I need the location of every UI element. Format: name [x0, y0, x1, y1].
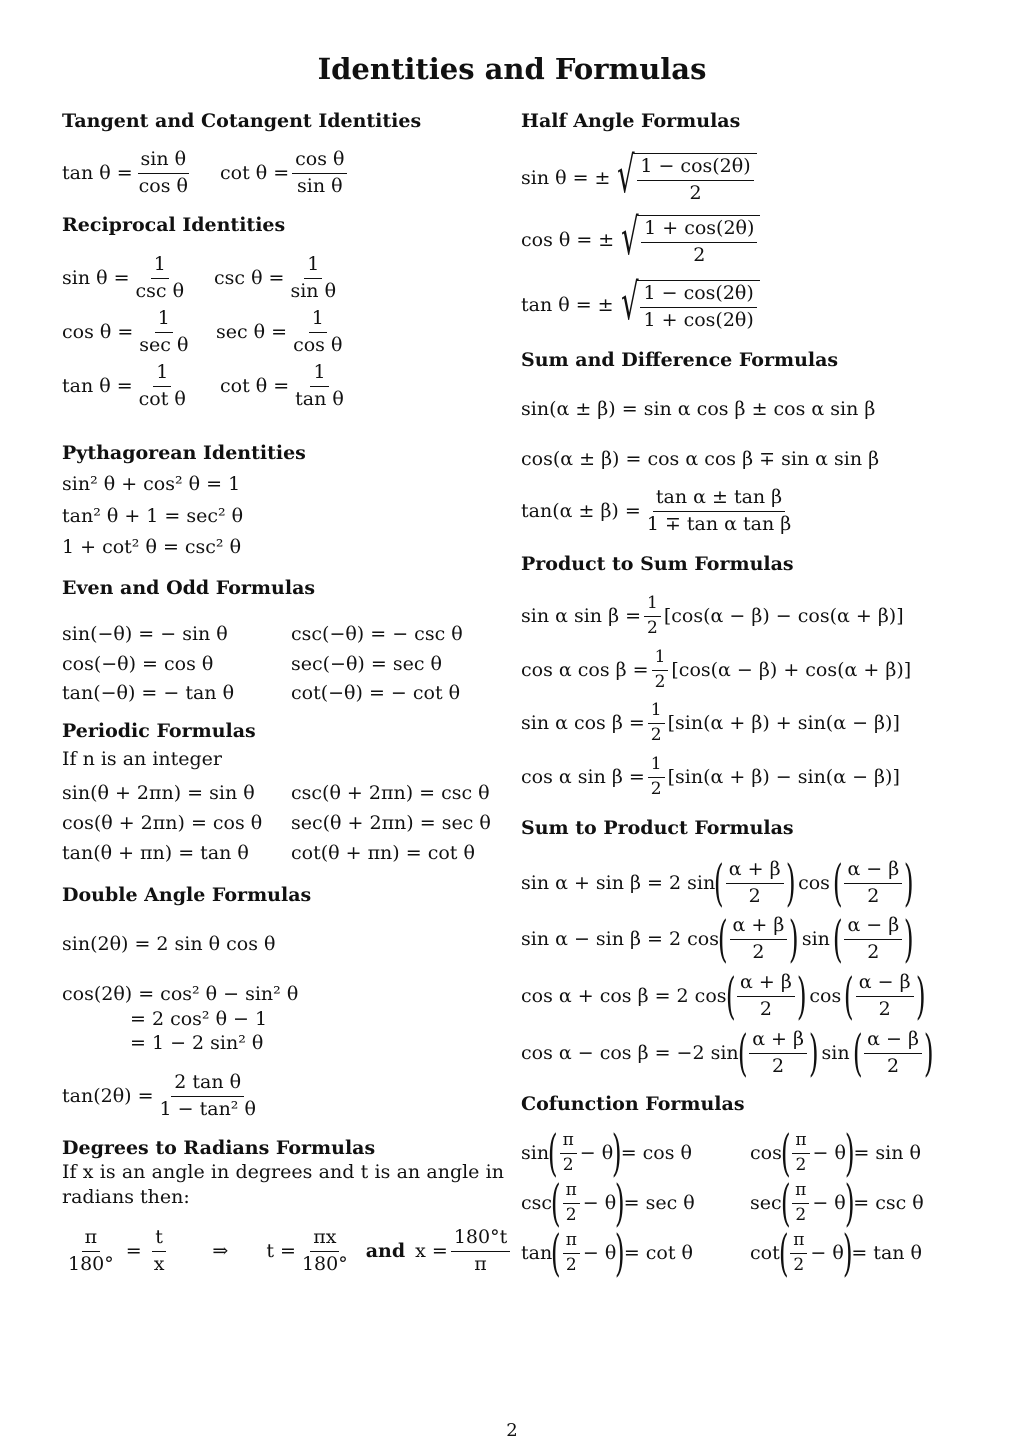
formula-cofunction: csc ( $\frac{\pi}{2}$ − θ ) = sec θ [521, 1174, 695, 1232]
formula-product-sum: cos α sin β = $\frac{1}{2}$ [sin(α + β) − sin(α − β)] [521, 754, 900, 799]
formula-cofunction: sin ( $\frac{\pi}{2}$ − θ ) = cos θ [521, 1124, 692, 1182]
formula-sum-product: sin α − sin β = 2 cos ( $\frac{\alpha + \beta}{2}$ ) sin ( $\frac{\alpha - \beta}{2}$ ) [521, 909, 914, 968]
formula-even-odd: csc(−θ) = − csc θ [291, 623, 463, 645]
formula-sum-diff-cos: cos(α ± β) = cos α cos β ∓ sin α sin β [521, 448, 880, 470]
formula-pythagorean: tan² θ + 1 = sec² θ [62, 505, 244, 527]
formula-sum-product: sin α + sin β = 2 sin ( $\frac{\alpha + \beta}{2}$ ) cos ( $\frac{\alpha - \beta}{2}$ ) [521, 853, 914, 912]
formula-deg-rad: $\frac{\pi}{180^\circ}$ = $\frac{t}{x}$ ⇒ t = $\frac{\pi x}{180^\circ}$ and x = $\frac{180^\circ t}{\pi}$ [62, 1228, 513, 1275]
formula-half-sin: sin θ = ± √ $\frac{1 - \cos(2\theta)}{2}$ [521, 153, 757, 204]
section-heading-product-sum: Product to Sum Formulas [521, 553, 794, 575]
page-number: 2 [506, 1420, 518, 1441]
formula-double-cos: cos(2θ) = cos² θ − sin² θ [62, 983, 299, 1005]
formula-double-sin: sin(2θ) = 2 sin θ cos θ [62, 933, 276, 955]
formula-reciprocal: cos θ = $\frac{1}{\text{sec θ}}$ [62, 307, 189, 356]
formula-reciprocal: sec θ = $\frac{1}{\text{cos θ}}$ [216, 307, 343, 356]
formula-reciprocal: cot θ = $\frac{1}{\text{tan θ}}$ [220, 361, 344, 410]
formula-even-odd: sin(−θ) = − sin θ [62, 623, 228, 645]
formula-reciprocal: tan θ = $\frac{1}{\text{cot θ}}$ [62, 361, 186, 410]
formula-double-cos: = 1 − 2 sin² θ [130, 1032, 264, 1054]
formula-pythagorean: sin² θ + cos² θ = 1 [62, 473, 241, 495]
formula-double-cos: = 2 cos² θ − 1 [130, 1008, 268, 1030]
formula-even-odd: cos(−θ) = cos θ [62, 653, 214, 675]
section-heading-sum-product: Sum to Product Formulas [521, 817, 794, 839]
formula-periodic: csc(θ + 2πn) = csc θ [291, 782, 490, 804]
formula-even-odd: sec(−θ) = sec θ [291, 653, 442, 675]
section-heading-even-odd: Even and Odd Formulas [62, 577, 316, 599]
section-heading-half-angle: Half Angle Formulas [521, 110, 741, 132]
formula-periodic: tan(θ + πn) = tan θ [62, 842, 249, 864]
section-heading-sum-diff: Sum and Difference Formulas [521, 349, 839, 371]
formula-reciprocal: csc θ = $\frac{1}{\text{sin θ}}$ [214, 253, 337, 302]
page-title: Identities and Formulas [317, 52, 707, 86]
formula-product-sum: sin α cos β = $\frac{1}{2}$ [sin(α + β) + sin(α − β)] [521, 700, 900, 745]
formula-sum-product: cos α + cos β = 2 cos ( $\frac{\alpha + \beta}{2}$ ) cos ( $\frac{\alpha - \beta}{2}$ ) [521, 966, 926, 1025]
formula-cofunction: cot ( $\frac{\pi}{2}$ − θ ) = tan θ [750, 1224, 922, 1282]
formula-even-odd: cot(−θ) = − cot θ [291, 682, 461, 704]
formula-half-tan: tan θ = ± √ $\frac{1 - \cos(2\theta)}{1 + \cos(2\theta)}$ [521, 280, 760, 331]
formula-product-sum: sin α sin β = $\frac{1}{2}$ [cos(α − β) − cos(α + β)] [521, 593, 904, 638]
formula-periodic: cos(θ + 2πn) = cos θ [62, 812, 263, 834]
formula-double-tan: tan(2θ) = $\frac{\text{2 tan θ}}{\text{1 − tan² θ}}$ [62, 1071, 256, 1120]
formula-product-sum: cos α cos β = $\frac{1}{2}$ [cos(α − β) + cos(α + β)] [521, 647, 912, 692]
formula-cofunction: sec ( $\frac{\pi}{2}$ − θ ) = csc θ [750, 1174, 924, 1232]
section-heading-double-angle: Double Angle Formulas [62, 884, 312, 906]
formula-cot-identity: cot θ = $\frac{\text{cos θ}}{\text{sin θ}}$ [220, 150, 350, 197]
formula-periodic: sec(θ + 2πn) = sec θ [291, 812, 491, 834]
periodic-intro: If n is an integer [62, 748, 223, 770]
section-heading-pythagorean: Pythagorean Identities [62, 442, 306, 464]
formula-cofunction: cos ( $\frac{\pi}{2}$ − θ ) = sin θ [750, 1124, 921, 1182]
formula-sum-diff-sin: sin(α ± β) = sin α cos β ± cos α sin β [521, 398, 876, 420]
formula-even-odd: tan(−θ) = − tan θ [62, 682, 235, 704]
formula-sum-product: cos α − cos β = −2 sin ( $\frac{\alpha + \beta}{2}$ ) sin ( $\frac{\alpha - \beta}{2}$ ) [521, 1023, 934, 1082]
formula-sum-diff-tan: tan(α ± β) = $\frac{\text{tan α ± tan β}}{\text{1 ∓ tan α tan β}}$ [521, 486, 792, 535]
section-heading-deg-rad: Degrees to Radians Formulas [62, 1137, 376, 1159]
formula-pythagorean: 1 + cot² θ = csc² θ [62, 536, 242, 558]
section-heading-reciprocal: Reciprocal Identities [62, 214, 286, 236]
section-heading-periodic: Periodic Formulas [62, 720, 256, 742]
section-heading-cofunction: Cofunction Formulas [521, 1093, 745, 1115]
formula-periodic: sin(θ + 2πn) = sin θ [62, 782, 255, 804]
formula-half-cos: cos θ = ± √ $\frac{1 + \cos(2\theta)}{2}$ [521, 215, 760, 266]
formula-cofunction: tan ( $\frac{\pi}{2}$ − θ ) = cot θ [521, 1224, 693, 1282]
formula-tan-identity: tan θ = $\frac{\text{sin θ}}{\text{cos θ}}$ [62, 148, 188, 197]
formula-reciprocal: sin θ = $\frac{1}{\text{csc θ}}$ [62, 253, 185, 302]
deg-rad-description: If x is an angle in degrees and t is an angle in radians then: [62, 1161, 504, 1208]
section-heading-tangent: Tangent and Cotangent Identities [62, 110, 422, 132]
formula-periodic: cot(θ + πn) = cot θ [291, 842, 475, 864]
